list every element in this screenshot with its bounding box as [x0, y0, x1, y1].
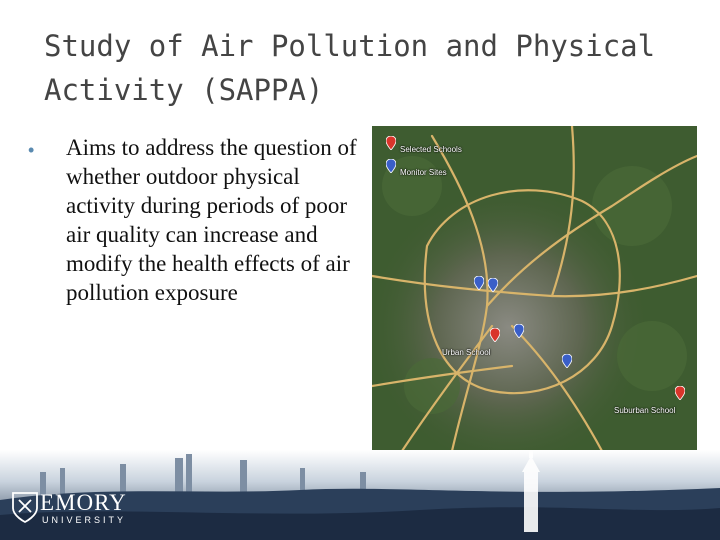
map-pin-icon — [675, 386, 685, 400]
satellite-map — [372, 126, 697, 451]
map-pin-icon — [386, 159, 396, 173]
map-pin-icon — [490, 328, 500, 342]
bullet-icon: • — [28, 140, 35, 160]
map-pin-icon — [386, 136, 396, 150]
urban-school-label: Urban School — [442, 348, 491, 357]
university-wordmark: UNIVERSITY — [42, 515, 127, 525]
map-pin-icon — [514, 324, 524, 338]
legend-monitor-sites: Monitor Sites — [400, 168, 447, 177]
map-pin-icon — [474, 276, 484, 290]
map-pin-icon — [562, 354, 572, 368]
emory-shield-icon — [10, 490, 40, 524]
suburban-school-label: Suburban School — [614, 406, 676, 415]
emory-wordmark: EMORY — [40, 490, 127, 515]
legend-selected-schools: Selected Schools — [400, 145, 462, 154]
map-pin-icon — [488, 278, 498, 292]
slide-title: Study of Air Pollution and Physical Activity (SAPPA) — [44, 29, 656, 107]
bullet-text: Aims to address the question of whether outdoor physical activity during periods of poor air quality can increase and modify the health effects of air pollution exposure — [66, 135, 357, 305]
